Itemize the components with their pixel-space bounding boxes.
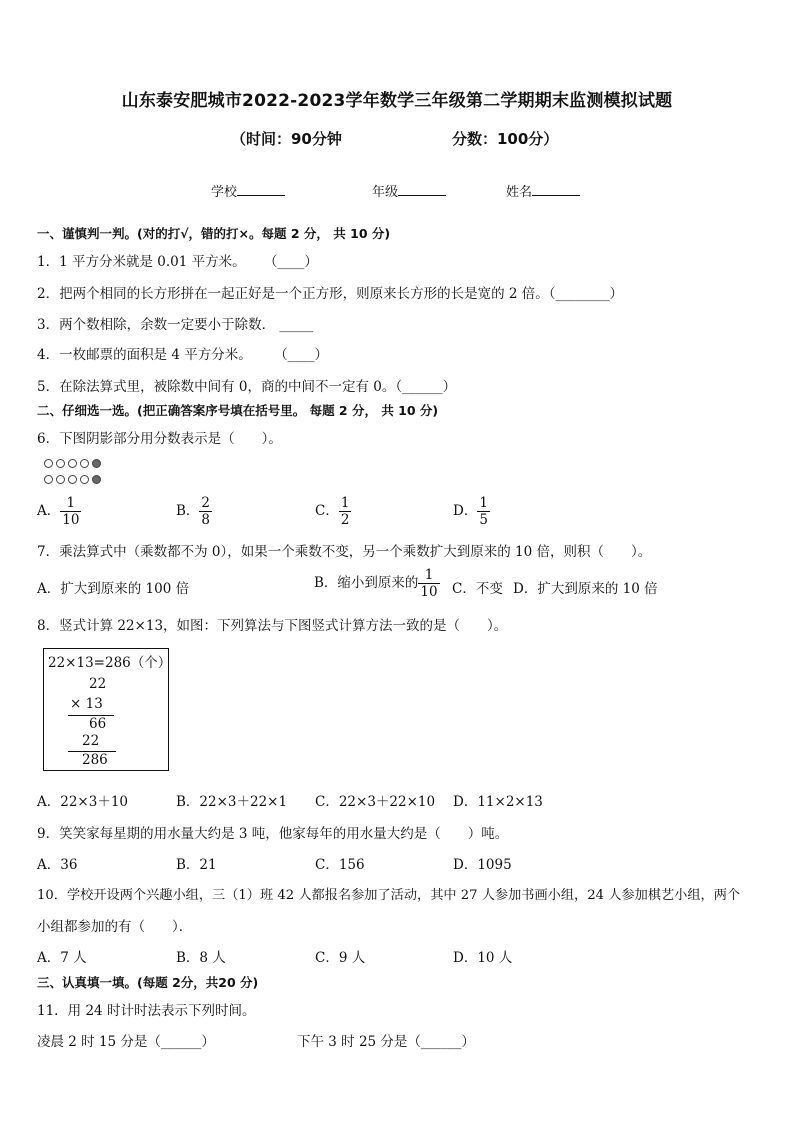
question-7: 7．乘法算式中（乘数都不为 0），如果一个乘数不变，另一个乘数扩大到原来的 10 倍，则积（ ）。 [37, 544, 652, 560]
circle-empty [80, 459, 89, 468]
calc-partial-1: 66 [89, 716, 107, 732]
q8-option-d[interactable]: D．11×2×13 [453, 794, 543, 810]
circle-empty [56, 459, 65, 468]
grade-blank[interactable] [398, 195, 446, 196]
section-1-title: 一、谨慎判一判。(对的打√，错的打×。每题 2 分， 共 10 分) [37, 226, 391, 241]
name-blank[interactable] [532, 195, 580, 196]
circle-shaded [92, 475, 101, 484]
section-2-title: 二、仔细选一选。(把正确答案序号填在括号里。 每题 2 分， 共 10 分) [37, 403, 439, 418]
circle-empty [68, 475, 77, 484]
calc-multiplier: × 13 [70, 696, 103, 712]
question-3 [37, 313, 313, 333]
circle-empty [80, 475, 89, 484]
answer-blank[interactable]: （________） [548, 286, 624, 302]
q9-option-a[interactable]: A．36 [37, 857, 78, 873]
q6-option-b[interactable]: B． $\frac{2}{8}$ [176, 495, 211, 528]
section-3-title: 三、认真填一填。(每题 2分，共20 分) [37, 975, 259, 990]
q10-option-c[interactable]: C．9 人 [315, 950, 366, 966]
q9-option-c[interactable]: C．156 [315, 857, 365, 873]
calc-equation: 22×13=286（个） [48, 655, 172, 671]
answer-blank[interactable]: （____） [274, 347, 329, 363]
grade-field [372, 181, 446, 200]
school-field [211, 181, 285, 200]
q10-option-d[interactable]: D．10 人 [453, 950, 513, 966]
q9-option-d[interactable]: D．1095 [453, 857, 512, 873]
circle-shaded [92, 459, 101, 468]
question-text: 4．一枚邮票的面积是 4 平方分米。 [37, 347, 252, 363]
question-9: 9．笑笑家每星期的用水量大约是 3 吨，他家每年的用水量大约是（ ）吨。 [37, 826, 509, 842]
answer-blank[interactable]: （______） [395, 379, 457, 395]
circle-empty [56, 475, 65, 484]
question-text: 3．两个数相除，余数一定要小于除数． [37, 317, 276, 333]
circle-figure-row-2 [44, 475, 104, 484]
question-1 [37, 250, 318, 270]
q8-option-c[interactable]: C．22×3＋22×10 [315, 794, 436, 810]
q7-option-a[interactable]: A．扩大到原来的 100 倍 [37, 581, 190, 597]
circle-figure-row-1 [44, 459, 104, 468]
calc-product: 286 [82, 752, 108, 768]
school-blank[interactable] [237, 195, 285, 196]
q8-option-b[interactable]: B．22×3＋22×1 [176, 794, 288, 810]
vertical-calculation-figure [43, 648, 172, 771]
calc-partial-2: 22 [82, 733, 100, 749]
question-text: 1．1 平方分米就是 0.01 平方米。 [37, 254, 246, 270]
q11-part-2[interactable]: 下午 3 时 25 分是（______） [297, 1034, 475, 1050]
name-label: 姓名 [506, 185, 533, 200]
q7-option-c[interactable]: C．不变 [452, 581, 503, 597]
q7-option-d[interactable]: D．扩大到原来的 10 倍 [513, 581, 658, 597]
question-2 [37, 282, 623, 302]
exam-score: 分数：100分） [452, 130, 559, 148]
calc-multiplicand: 22 [89, 676, 107, 692]
school-label: 学校 [211, 185, 238, 200]
circle-empty [44, 459, 53, 468]
grade-label: 年级 [372, 185, 399, 200]
question-11: 11．用 24 时计时法表示下列时间。 [37, 1003, 256, 1019]
q7-option-b[interactable]: B．缩小到原来的 $\frac{1}{10}$ [314, 567, 438, 600]
answer-blank[interactable]: （____） [263, 254, 318, 270]
question-text: 2．把两个相同的长方形拼在一起正好是一个正方形，则原来长方形的长是宽的 2 倍。 [37, 286, 549, 302]
circle-empty [44, 475, 53, 484]
question-10-line-2: 小组都参加的有（ ）． [37, 919, 193, 935]
question-text: 5．在除法算式里，被除数中间有 0，商的中间不一定有 0。 [37, 379, 396, 395]
question-6: 6．下图阴影部分用分数表示是（ ）。 [37, 431, 282, 447]
q9-option-b[interactable]: B．21 [176, 857, 217, 873]
q10-option-b[interactable]: B．8 人 [176, 950, 226, 966]
exam-time: （时间：90分钟 [231, 130, 342, 148]
q6-option-c[interactable]: C． $\frac{1}{2}$ [315, 495, 350, 528]
q6-option-a[interactable]: A． $\frac{1}{10}$ [37, 495, 80, 528]
question-10-line-1: 10．学校开设两个兴趣小组，三（1）班 42 人都报名参加了活动，其中 27 人参加书画小组，24 人参加棋艺小组，两个 [37, 888, 741, 903]
q11-part-1[interactable]: 凌晨 2 时 15 分是（______） [37, 1034, 215, 1050]
question-4 [37, 343, 328, 363]
page-title: 山东泰安肥城市2022-2023学年数学三年级第二学期期末监测模拟试题 [121, 91, 673, 111]
q6-option-d[interactable]: D． $\frac{1}{5}$ [453, 495, 488, 528]
q8-option-a[interactable]: A．22×3＋10 [37, 794, 129, 810]
circle-empty [68, 459, 77, 468]
answer-blank[interactable]: _____ [279, 317, 314, 333]
q10-option-a[interactable]: A．7 人 [37, 950, 87, 966]
question-5 [37, 375, 456, 395]
name-field [506, 181, 580, 200]
question-8: 8．竖式计算 22×13，如图：下列算法与下图竖式计算方法一致的是（ ）。 [37, 618, 508, 634]
